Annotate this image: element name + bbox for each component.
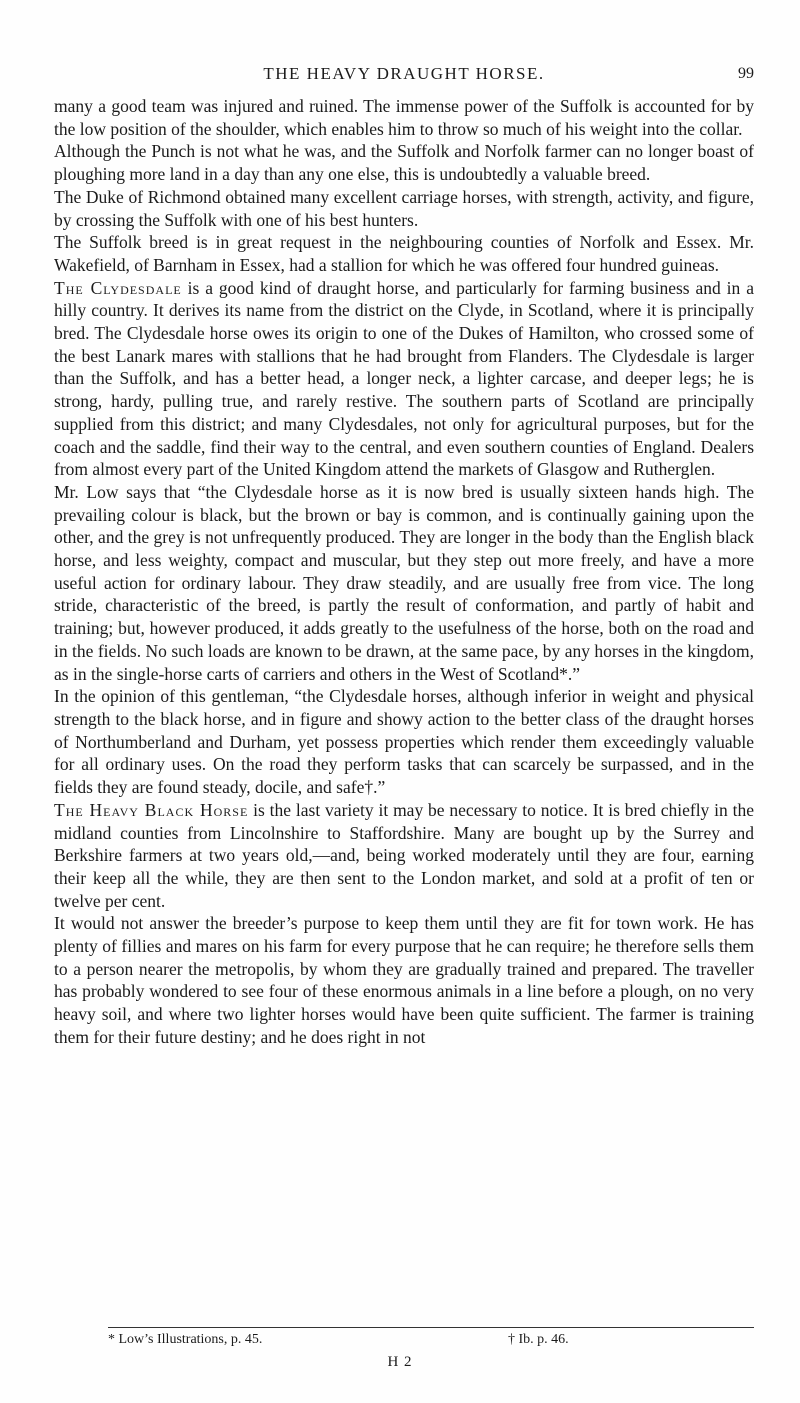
signature-mark: H 2 (387, 1354, 413, 1370)
footnote-rule (108, 1327, 754, 1328)
paragraph (54, 231, 754, 276)
paragraph (54, 799, 754, 913)
paragraph-text: It would not answer the breeder’s purpose to keep them until they are fit for town work. He has plenty of fillies and mares on his farm for every purpose that he can require; he therefore sells them to a person nearer the metropolis, by whom they are gradually trained and prepared. The traveller has probably wondered to see four of these enormous animals in a line before a plough, on no very heavy soil, and where two lighter horses would have been quite sufficient. The farmer is training them for their future destiny; and he does right in not (54, 913, 754, 1047)
running-head (54, 62, 754, 86)
paragraph (54, 481, 754, 685)
paragraph (54, 277, 754, 481)
paragraph-text: In the opinion of this gentleman, “the Clydesdale horses, although inferior in weight and physical strength to the black horse, and in figure and showy action to the better class of the draught horses of Northumberland and Durham, yet possess properties which render them exceedingly valuable for all ordinary uses. On the road they perform tasks that can scarcely be surpassed, and in the fields they are found steady, docile, and safe†.” (54, 686, 754, 798)
paragraph (54, 912, 754, 1048)
paragraph (54, 685, 754, 799)
footnote-ibid: † Ib. p. 46. (508, 1332, 569, 1347)
paragraph-text: is a good kind of draught horse, and particularly for farming business and in a hilly country. It derives its name from the district on the Clyde, in Scotland, where it is principally bred. The Clydesdale horse owes its origin to one of the Dukes of Hamilton, who crossed some of the best Lanark mares with stallions that he had brought from Flanders. The Clydesdale is larger than the Suffolk, and has a better head, a longer neck, a lighter carcase, and deeper legs; he is strong, hardy, pulling true, and rarely restive. The southern parts of Scotland are principally supplied from this district; and many Clydesdales, not only for agricultural purposes, but for the coach and the saddle, find their way to the central, and even southern counties of England. Dealers from almost every part of the United Kingdom attend the markets of Glasgow and Rutherglen. (54, 277, 754, 480)
running-title: THE HEAVY DRAUGHT HORSE. (263, 64, 545, 83)
paragraph-lead: The Heavy Black Horse (54, 799, 249, 820)
paragraph (54, 140, 754, 185)
paragraph (54, 95, 754, 140)
page-number: 99 (738, 65, 754, 82)
paragraph-lead: The Clydesdale (54, 277, 182, 298)
paragraph-text: many a good team was injured and ruined. The immense power of the Suffolk is accounted for by the low position of the shoulder, which enables him to throw so much of his weight into the collar. (54, 96, 754, 139)
footnote-low-illustrations: * Low’s Illustrations, p. 45. (108, 1332, 263, 1347)
paragraph (54, 186, 754, 231)
paragraph-text: Mr. Low says that “the Clydesdale horse as it is now bred is usually sixteen hands high. The prevailing colour is black, but the brown or bay is common, and is continually gaining upon the other, and the grey is not unfrequently produced. They are longer in the body than the English black horse, and less weighty, compact and muscular, but they step out more freely, and have a more useful action for ordinary labour. They draw steadily, and are usually free from vice. The long stride, characteristic of the breed, is partly the result of conformation, and partly of habit and training; but, however produced, it adds greatly to the usefulness of the horse, both on the road and in the fields. No such loads are known to be drawn, at the same pace, by any horses in the kingdom, as in the single-horse carts of carriers and others in the West of Scotland*.” (54, 481, 754, 684)
paragraph-text: is the last variety it may be necessary to notice. It is bred chiefly in the midland counties from Lincolnshire to Staffordshire. Many are bought up by the Surrey and Berkshire farmers at two years old,—and, being worked moderately until they are four, earning their keep all the while, they are then sent to the London market, and sold at a profit of ten or twelve per cent. (54, 799, 755, 911)
paragraph-text: The Duke of Richmond obtained many excellent carriage horses, with strength, activity, and figure, by crossing the Suffolk with one of his best hunters. (54, 186, 754, 230)
paragraph-text: Although the Punch is not what he was, and the Suffolk and Norfolk farmer can no longer boast of ploughing more land in a day than any one else, this is undoubtedly a valuable breed. (54, 141, 754, 185)
body-text (54, 95, 754, 1049)
paragraph-text: The Suffolk breed is in great request in the neighbouring counties of Norfolk and Essex. Mr. Wakefield, of Barnham in Essex, had a stallion for which he was offered four hundred guineas. (54, 232, 754, 275)
